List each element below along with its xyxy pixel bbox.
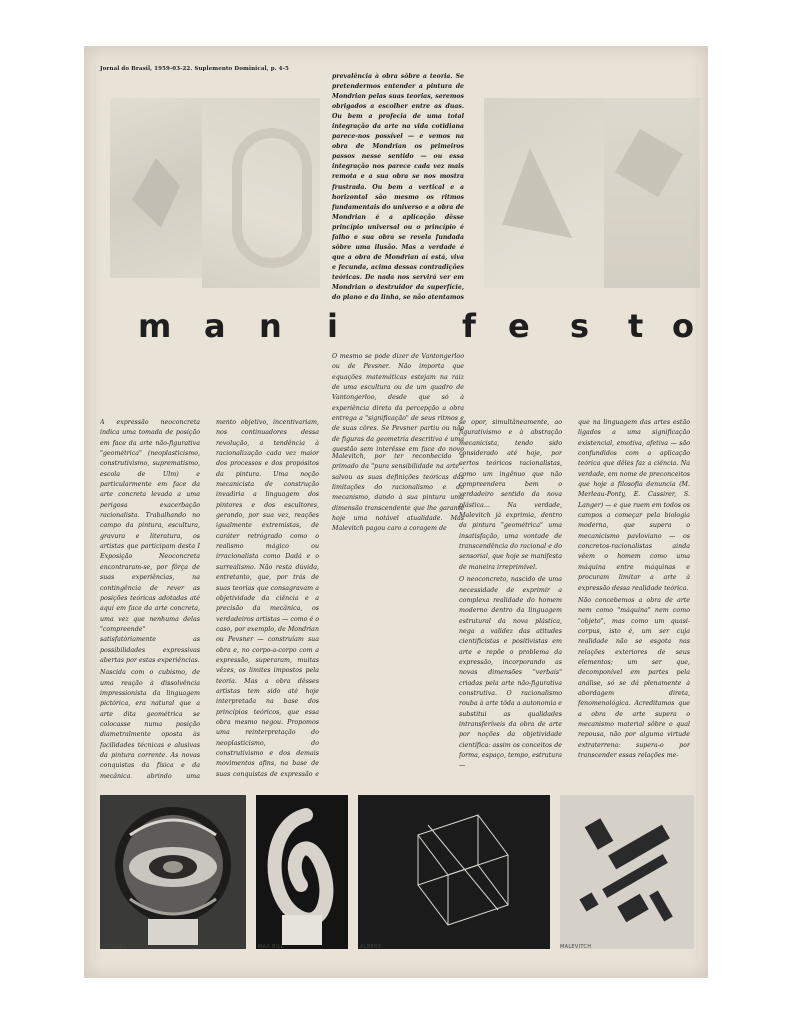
text-column-2 [216, 418, 319, 778]
pevsner-photo [100, 795, 246, 949]
center-column-top [332, 72, 464, 304]
max-bill-photo [256, 795, 348, 949]
text-column-4 [578, 418, 690, 778]
col3-paragraph-2: O neoconcreto, nascido de uma necessidade de exprimir a complexa realidade do homem moderno dentro da linguagem estrutural da nova plástica, nega a validez das atitudes cientificistas e positivistas em arte e repõe o problema da expressão, incorporando as novas dimensões "verbais" criadas pela arte não-figurativa construtiva. O racionalismo rouba à arte tôda a autonomia e substitui as qualidades intransferíveis da obra de arte por noções da objetividade científica: assim os conceitos de forma, espaço, tempo, estrutura — [459, 576, 562, 770]
title-letter: s [570, 307, 590, 345]
caption-max-bill: MAX BILL [258, 944, 284, 950]
center-paragraph-1: prevalência à obra sôbre a teoria. Se pretendermos entender a pintura de Mondrian pelas suas teorias, seremos obrigados a escolher entre as duas. Ou bem a profecia de uma total integração da arte na vida cotidiana parece-nos possível — e vemos na obra de Mondrian os primeiros passos nesse sentido — ou essa integração nos parece cada vez mais remota e a sua obra se nos mostra frustrada. Ou bem a vertical e a horizontal são mesmo os ritmos fundamentais do universo e a obra de Mondrian é a aplicação dêsse princípio universal ou o princípio é falho e sua obra se revela fundada sôbre uma ilusão. Mas a verdade é que a obra de Mondrian aí está, viva e fecunda, acima dessas contradições teóricas. De nada nos servirá ver em Mondrian o destruidor da superfície, do plano e da linha, se não atentamos [332, 73, 464, 302]
title-letter: f [462, 307, 476, 345]
title-letter: a [204, 307, 226, 345]
albers-photo [358, 795, 550, 949]
col3-paragraph-1: se opor, simultâneamente, ao figurativismo e à abstração mecanicista, tendo sido considerado até hoje, por certos teóricos racionalistas, como um ingênuo que não compreendera bem o verdadeiro sentido da nova plástica... Na verdade, Malevitch já exprimia, dentro da pintura "geométrica" uma insatisfação, uma vontade de transcendência do racional e do sensorial, que hoje se manifesta de maneira irreprimível. [459, 419, 562, 571]
caption-albers: ALBERS [360, 944, 382, 950]
title-letter: m [138, 307, 172, 345]
manifesto-title [138, 304, 698, 348]
col1-paragraph-2: Nascida com o cubismo, de uma reação à dissolvência impressionista da linguagem pictórica, era natural que a arte dita geométrica se colocasse numa posição diametralmente oposta às facilidades técnicas e alusivas da pintura corrente. As novas conquistas da física e da mecânica, abrindo uma [100, 669, 200, 778]
col4-paragraph-2: Não concebemos a obra de arte nem como "máquina" nem como "objeto", mas como um quasi-corpus, isto é, um ser cuja realidade não se esgota nas relações exteriores de seus elementos; um ser que, decomponível em partes pela análise, só se dá plenamente à abordagem direta, fenomenológica. Acreditamos que a obra de arte supera o mecanismo material sôbre o qual repousa, não por alguma virtude extraterrena: supera-o por transcender essas relações me- [578, 596, 690, 759]
page-header: Jornal do Brasil, 1959-03-22. Suplemento Dominical, p. 4-5 [100, 66, 289, 72]
text-column-3a [332, 452, 464, 778]
title-letter: i [327, 307, 338, 345]
col3a-paragraph-1: Malevitch, por ter reconhecido o primado da "pura sensibilidade na arte", salvou as suas definições teóricas das limitações do racionalismo e do mecanismo, dando à sua pintura uma dimensão transcendente que lhe garante hoje uma notável atualidade. Mas Malevitch pagou caro a coragem de [332, 453, 464, 533]
faded-artwork-center-left [202, 98, 320, 288]
malevitch-photo [560, 795, 694, 949]
text-column-1 [100, 418, 200, 778]
center-paragraph-2: O mesmo se pode dizer de Vantongerloo ou de Pevsner. Não importa que equações matemáticas estejam na raiz de uma escultura ou de um quadro de Vantongerloo, desde que só à experiência direta da percepção a obra entrega a "significação" de seus ritmos e de suas côres. Se Pevsner partiu ou não de figuras da geometria descritiva é uma questão sem interêsse em face do novo [332, 353, 464, 452]
col2-paragraph-1: mento objetivo, incentivariam, nos continuadores dessa revolução, a tendência à racionalização cada vez maior dos processos e dos propósitos da pintura. Uma noção mecanicista de construção invadiria a linguagem dos pintores e dos escultores, gerando, por sua vez, reações igualmente extremistas, de caráter retrógrado como o realismo mágico ou irracionalista como Dadá e o surrealismo. Não resta dúvida, entretanto, que, por trás de suas teorias que consagravam a objetividade da ciência e a precisão da mecânica, os verdadeiros artistas — como é o caso, por exemplo, de Mondrian ou Pevsner — construíam sua obra e, no corpo-a-corpo com a expressão, superaram, muitas vêzes, os limites impostos pela teoria. Mas a obra dêsses artistas tem sido até hoje interpretada na base dos princípios teóricos, que essa obra mesmo negou. Propomos uma reinterpretação do neoplasticismo, do construtivismo e dos demais movimentos afins, na base de suas conquistas de expressão e [216, 419, 319, 778]
faded-artwork-left [110, 98, 202, 278]
col4-paragraph-1: que na linguagem das artes estão ligados a uma significação existencial, emotiva, afetiva — são confundidos com a aplicação teórica que dêles faz a ciência. Na verdade, em nome de preconceitos que hoje a filosofia denuncia (M. Merleau-Ponty, E. Cassirer, S. Langer) — e que ruem em todos os campos a começar pela biologia moderna, que supera o mecanicismo pavloviano — os concretos-racionalistas ainda vêem o homem como uma máquina entre máquinas e procuram limitar a arte à expressão dessa realidade teórica. [578, 419, 690, 592]
newspaper-page [84, 46, 708, 978]
caption-pevsner: PEVSNER [102, 944, 128, 950]
title-letter: n [259, 307, 282, 345]
caption-malevitch: MALEVITCH [560, 944, 592, 950]
center-column-bottom [332, 352, 464, 452]
faded-artwork-right [604, 98, 700, 288]
title-letter: t [628, 307, 644, 345]
title-letter: o [672, 307, 694, 345]
faded-artwork-center-right [484, 98, 604, 288]
col1-paragraph-1: A expressão neoconcreta indica uma tomada de posição em face da arte não-figurativa "geométrica" (neoplasticismo, construtivismo, suprematismo, escola de Ulm) e particularmente em face da arte concreta levada a uma perigosa exacerbação racionalista. Trabalhando no campo da pintura, escultura, gravura e literatura, os artistas que participam desta I Exposição Neoconcreta encontraram-se, por fôrça de suas experiências, na contingência de rever as posições teóricas adotadas até aqui em face da arte concreta, uma vez que nenhuma delas "compreende" satisfatòriamente as possibilidades expressivas abertas por estas experiências. [100, 419, 200, 664]
text-column-3 [459, 418, 562, 778]
title-letter: e [508, 307, 530, 345]
